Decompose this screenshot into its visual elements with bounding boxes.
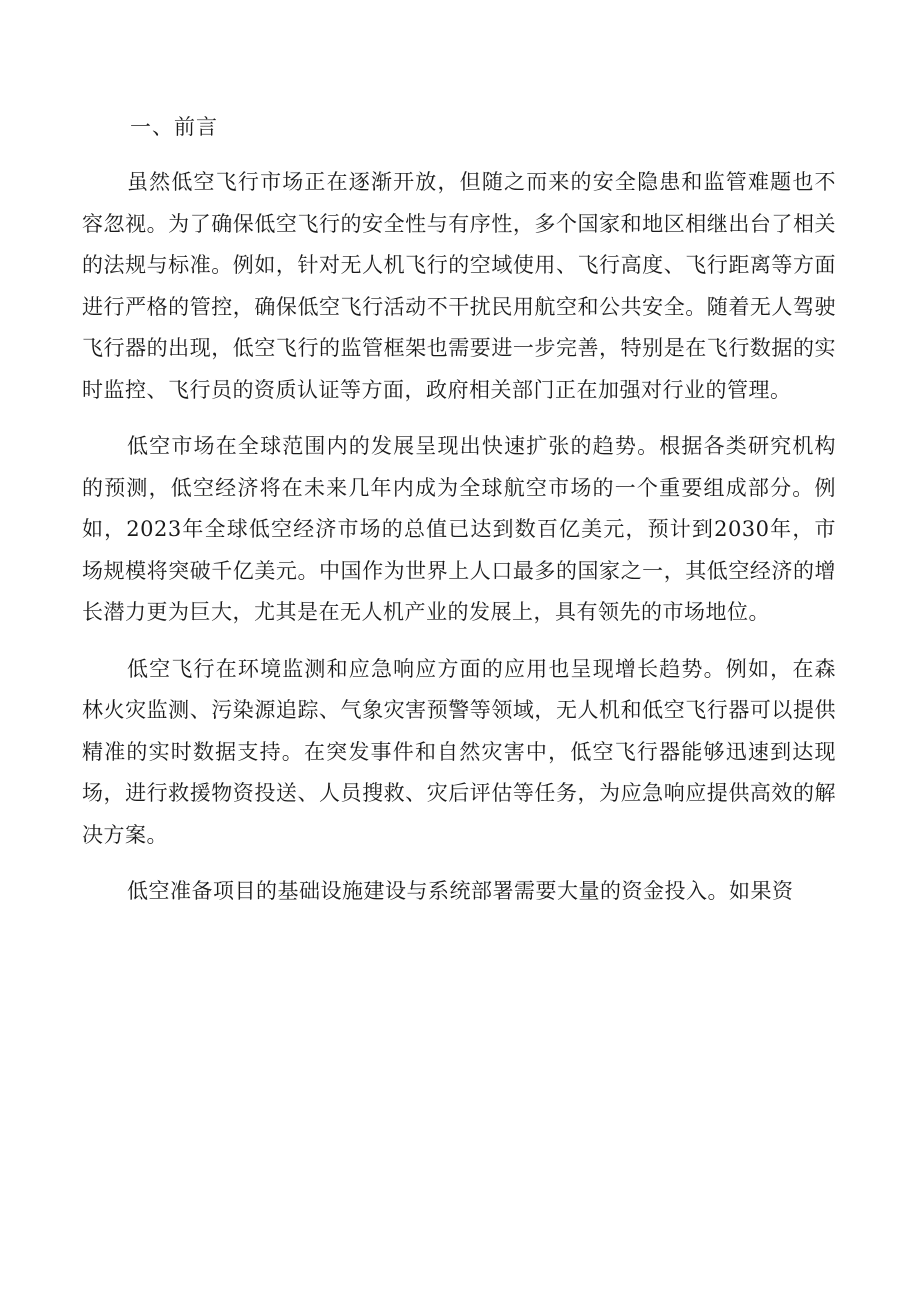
paragraph-market-growth: 低空市场在全球范围内的发展呈现出快速扩张的趋势。根据各类研究机构的预测，低空经济将在未来几年内成为全球航空市场的一个重要组成部分。例如，2023年全球低空经济市场的总值已达到数百亿美元，预计到2030年，市场规模将突破千亿美元。中国作为世界上人口最多的国家之一，其低空经济的增长潜力更为巨大，尤其是在无人机产业的发展上，具有领先的市场地位。 bbox=[82, 434, 836, 624]
paragraph-emergency-response: 低空飞行在环境监测和应急响应方面的应用也呈现增长趋势。例如，在森林火灾监测、污染源追踪、气象灾害预警等领域，无人机和低空飞行器可以提供精准的实时数据支持。在突发事件和自然灾害中，低空飞行器能够迅速到达现场，进行救援物资投送、人员搜救、灾后评估等任务，为应急响应提供高效的解决方案。 bbox=[82, 656, 836, 847]
paragraph-regulation: 虽然低空飞行市场正在逐渐开放，但随之而来的安全隐患和监管难题也不容忽视。为了确保低空飞行的安全性与有序性，多个国家和地区相继出台了相关的法规与标准。例如，针对无人机飞行的空域使用、飞行高度、飞行距离等方面进行严格的管控，确保低空飞行活动不干扰民用航空和公共安全。随着无人驾驶飞行器的出现，低空飞行的监管框架也需要进一步完善，特别是在飞行数据的实时监控、飞行员的资质认证等方面，政府相关部门正在加强对行业的管理。 bbox=[82, 170, 836, 402]
section-heading: 一、前言 bbox=[130, 115, 218, 139]
paragraph-infrastructure: 低空准备项目的基础设施建设与系统部署需要大量的资金投入。如果资 bbox=[127, 879, 794, 903]
